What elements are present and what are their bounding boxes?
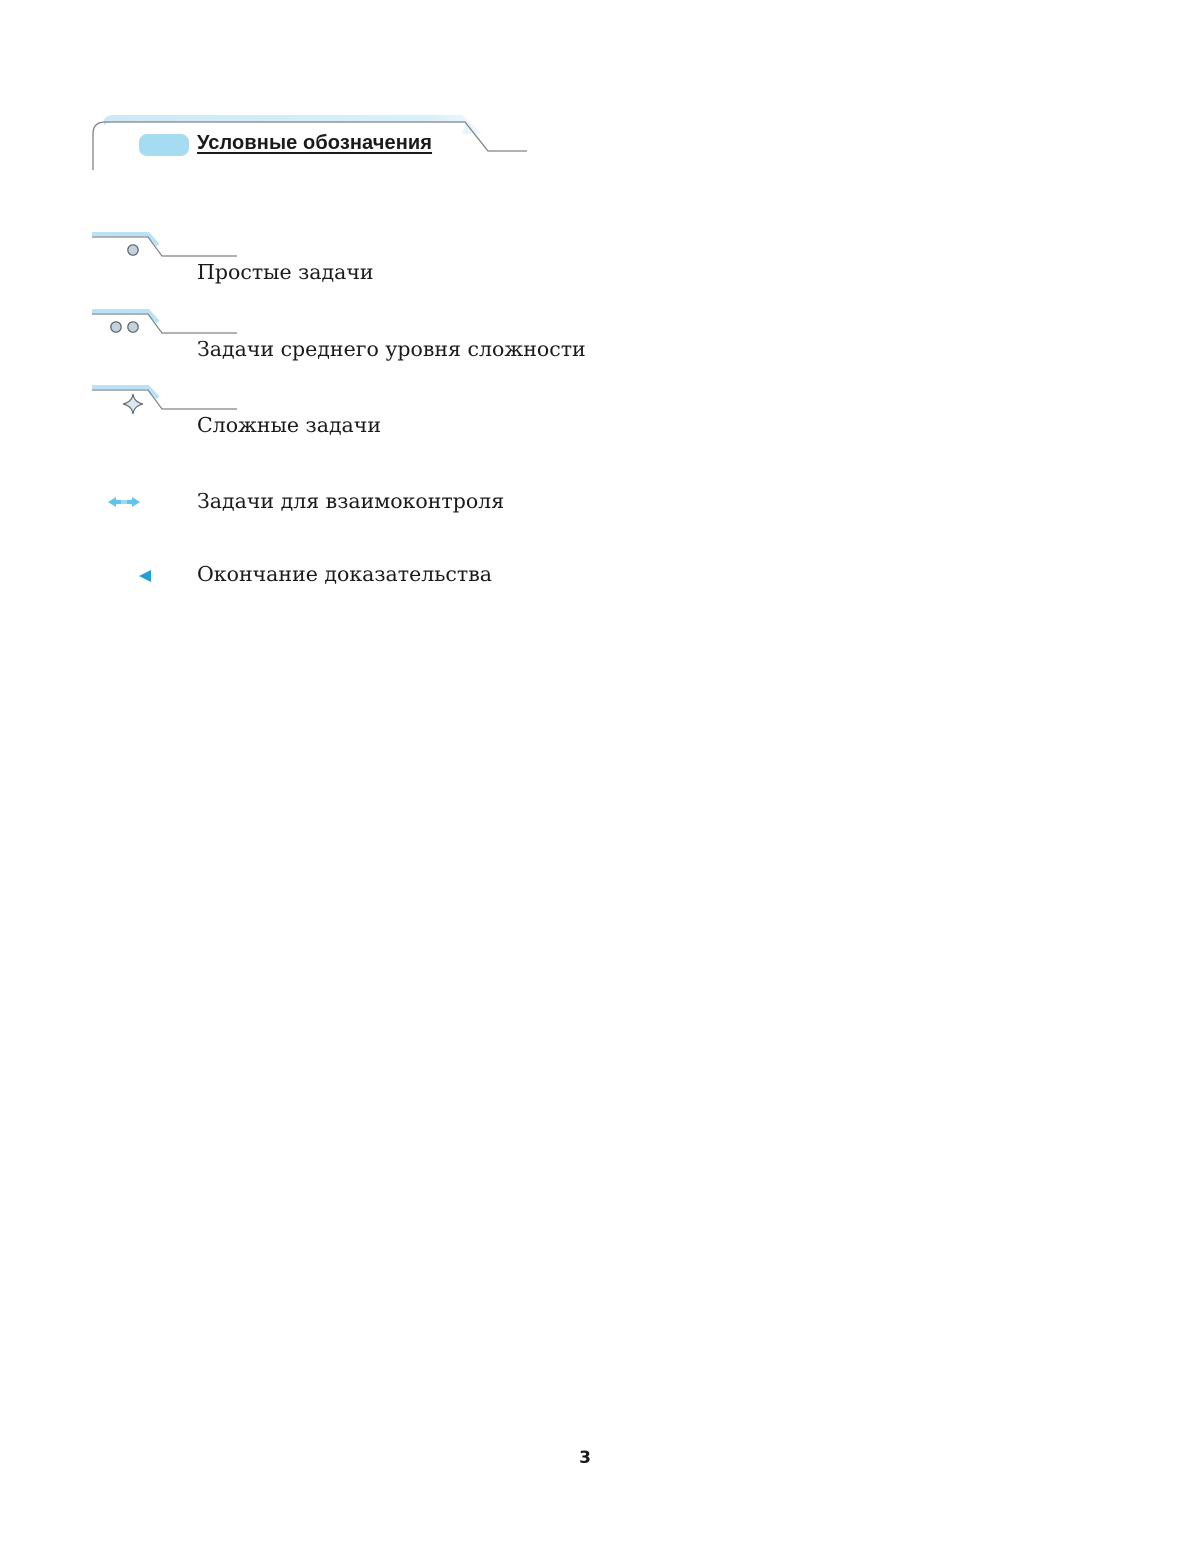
double-arrow-icon — [107, 496, 141, 508]
header-marker — [139, 134, 189, 156]
left-triangle-icon — [138, 569, 152, 583]
page-title: Условные обозначения — [197, 132, 433, 154]
tab-marker — [90, 385, 240, 415]
legend-label: Задачи для взаимоконтроля — [197, 489, 505, 513]
legend-label: Окончание доказательства — [197, 562, 493, 586]
star-diamond-icon — [122, 393, 144, 415]
double-circle-icon — [109, 320, 143, 334]
legend-label: Простые задачи — [197, 260, 374, 284]
legend-item-simple — [90, 232, 690, 292]
legend-item-medium — [90, 309, 690, 369]
page-number: 3 — [579, 1448, 591, 1468]
legend-label: Сложные задачи — [197, 413, 381, 437]
legend-item-mutual-control — [90, 488, 690, 548]
single-circle-icon — [126, 243, 140, 257]
legend-label: Задачи среднего уровня сложности — [197, 337, 586, 361]
tab-marker — [90, 232, 240, 262]
legend-item-complex — [90, 385, 690, 445]
section-header — [90, 112, 530, 174]
legend-item-end-of-proof — [90, 561, 690, 621]
